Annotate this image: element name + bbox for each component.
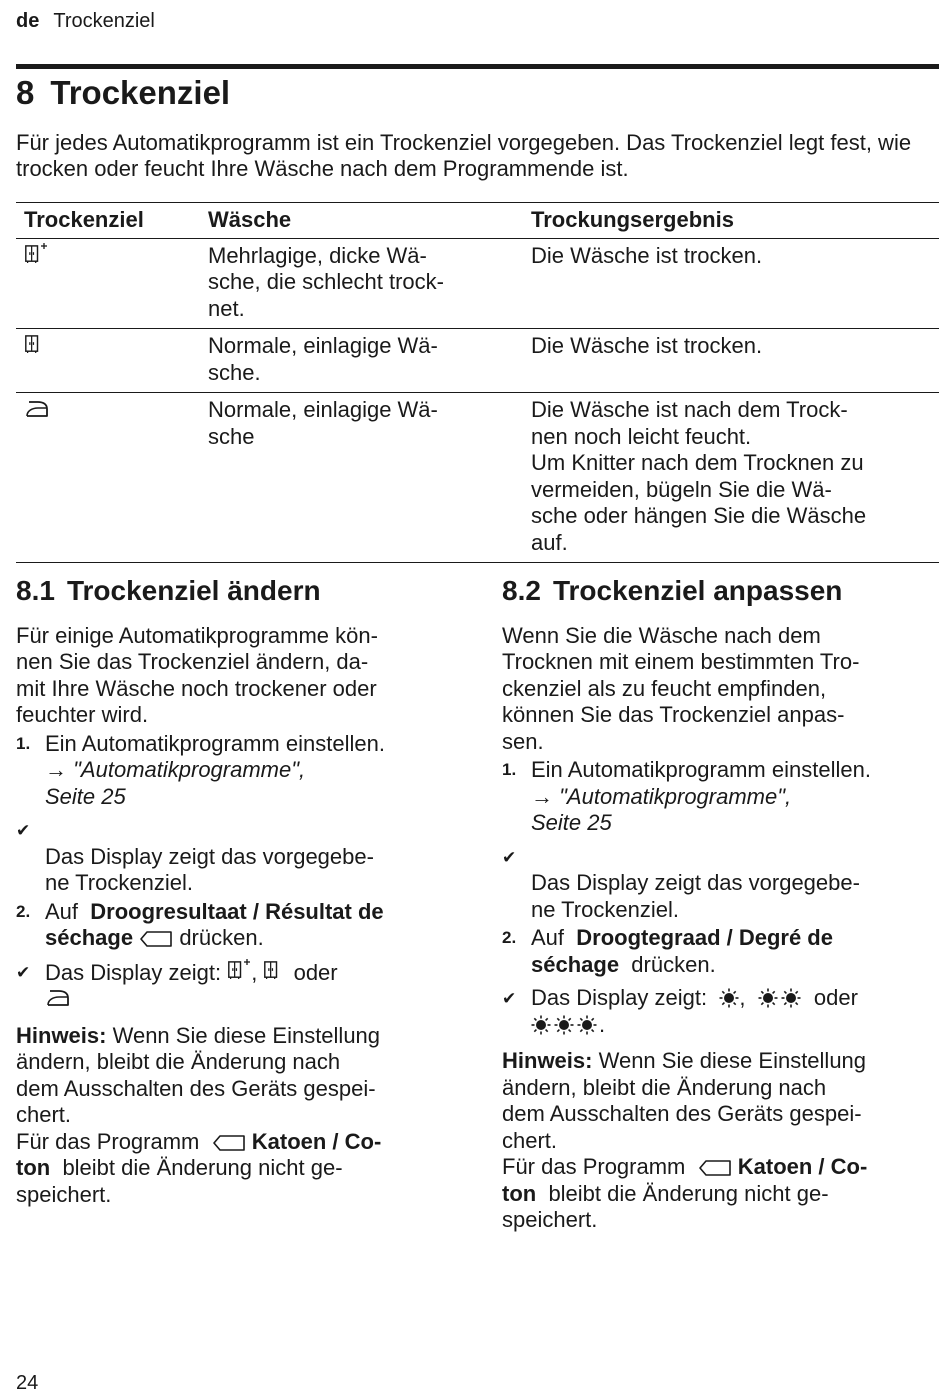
cupboard-dry-plus-icon xyxy=(227,959,251,983)
note2-post: bleibt die Änderung nicht ge- speichert. xyxy=(502,1180,829,1232)
header-section: Trockenziel xyxy=(53,10,155,32)
separator: , xyxy=(739,985,746,1010)
header-rule xyxy=(16,64,939,69)
step-1 xyxy=(502,757,942,837)
result-text: Das Display zeigt das vorgegebe- ne Trockenziel. xyxy=(531,870,860,922)
table-row xyxy=(16,329,939,393)
row-laundry: Normale, einlagige Wä- sche xyxy=(208,393,531,563)
chapter-number: 8 xyxy=(16,74,35,111)
row-laundry: Normale, einlagige Wä- sche. xyxy=(208,329,531,393)
program-button-icon xyxy=(139,930,173,948)
program-name: Katoen / Co- xyxy=(251,1128,382,1154)
row-result: Die Wäsche ist trocken. xyxy=(531,238,939,329)
section-8-2-intro: Wenn Sie die Wäsche nach dem Trocknen mit einem bestimmten Tro- ckenziel als zu feucht empfinden, können Sie das Trockenziel anpas- sen. xyxy=(502,622,860,754)
ref-arrow: → xyxy=(531,783,553,809)
section-8-1 xyxy=(16,575,456,1208)
step-2 xyxy=(502,925,942,978)
result-end: . xyxy=(599,1011,606,1037)
chapter-title: Trockenziel xyxy=(50,74,231,111)
running-header xyxy=(16,10,155,33)
row-icon-cell xyxy=(16,329,208,393)
intro-paragraph: Für jedes Automatikprogramm ist ein Trockenziel vorgegeben. Das Trockenziel legt fest, wie trocken oder feucht Ihre Wäsche nach dem Programmende ist. xyxy=(16,130,912,181)
sun-dry-level-1-icon xyxy=(719,988,739,1008)
section-8-2-heading xyxy=(502,575,942,606)
button-name: Droogtegraad / Degré de xyxy=(576,925,833,950)
result-2 xyxy=(502,985,942,1038)
check-icon: ✔ xyxy=(502,989,517,1008)
note-paragraph-2 xyxy=(502,1154,942,1234)
iron-dry-icon xyxy=(24,398,50,420)
section-number: 8.2 xyxy=(502,575,541,606)
separator: , xyxy=(251,959,258,985)
header-waesche: Wäsche xyxy=(208,203,531,239)
iron-dry-icon xyxy=(45,987,71,1009)
row-result: Die Wäsche ist nach dem Trock- nen noch leicht feucht. Um Knitter nach dem Trocknen zu vermeiden, bügeln Sie die Wä- sche oder hängen Sie die Wäsche auf. xyxy=(531,393,939,563)
button-name-2: séchage xyxy=(531,951,620,977)
sun-dry-level-2-icon xyxy=(758,988,802,1008)
result-2 xyxy=(16,959,456,1013)
step-pre: Auf xyxy=(531,925,565,950)
section-title: Trockenziel anpassen xyxy=(552,575,843,606)
row-icon-cell xyxy=(16,238,208,329)
result-pre: Das Display zeigt: xyxy=(531,985,708,1010)
header-ergebnis: Trockungsergebnis xyxy=(531,203,939,239)
check-icon: ✔ xyxy=(16,962,31,982)
program-button-icon xyxy=(698,1159,732,1177)
cross-reference-link[interactable]: "Automatikprogramme", xyxy=(559,783,792,809)
note-text: Wenn Sie diese Einstellung ändern, bleibt die Änderung nach dem Ausschalten des Geräts gespei- chert. xyxy=(16,1022,381,1127)
button-name-2: séchage xyxy=(45,925,134,950)
program-name-2: ton xyxy=(16,1155,51,1180)
button-name: Droogresultaat / Résultat de xyxy=(90,898,384,924)
table-row xyxy=(16,238,939,329)
step-text: Ein Automatikprogramm einstellen. xyxy=(45,730,385,756)
cross-reference-link[interactable]: "Automatikprogramme", xyxy=(73,757,306,782)
header-trockenziel: Trockenziel xyxy=(16,203,208,239)
cross-reference-page[interactable]: Seite 25 xyxy=(45,783,126,809)
cupboard-dry-icon xyxy=(263,959,287,983)
step-text: Ein Automatikprogramm einstellen. xyxy=(531,757,871,782)
result-1 xyxy=(502,844,942,924)
note2-pre: Für das Programm xyxy=(16,1128,200,1154)
program-name: Katoen / Co- xyxy=(737,1154,868,1179)
note-label: Hinweis: xyxy=(16,1022,107,1048)
ref-arrow: → xyxy=(45,757,67,782)
step-1 xyxy=(16,731,456,811)
note2-post: bleibt die Änderung nicht ge- speichert. xyxy=(16,1155,343,1207)
note-label: Hinweis: xyxy=(502,1048,593,1073)
result-text: Das Display zeigt das vorgegebe- ne Trockenziel. xyxy=(45,843,374,895)
page-title xyxy=(16,74,230,112)
section-title: Trockenziel ändern xyxy=(66,575,321,606)
result-1 xyxy=(16,817,456,897)
section-8-2 xyxy=(502,575,942,1234)
check-icon: ✔ xyxy=(16,821,31,840)
section-number: 8.1 xyxy=(16,575,55,606)
row-result: Die Wäsche ist trocken. xyxy=(531,329,939,393)
row-laundry: Mehrlagige, dicke Wä- sche, die schlecht trock- net. xyxy=(208,238,531,329)
step-number: 1. xyxy=(502,760,517,779)
note-paragraph xyxy=(502,1048,942,1154)
step-post: drücken. xyxy=(179,925,264,950)
step-number: 2. xyxy=(502,928,517,947)
table-row xyxy=(16,393,939,563)
page-number: 24 xyxy=(16,1372,39,1394)
cross-reference-page[interactable]: Seite 25 xyxy=(531,810,612,835)
section-8-1-heading xyxy=(16,575,456,606)
row-icon-cell xyxy=(16,393,208,563)
step-number: 1. xyxy=(16,733,31,753)
step-pre: Auf xyxy=(45,898,79,924)
note2-pre: Für das Programm xyxy=(502,1154,686,1179)
step-2 xyxy=(16,899,456,952)
table-header-row xyxy=(16,203,939,239)
section-8-1-intro: Für einige Automatikprogramme kön- nen Sie das Trockenziel ändern, da- mit Ihre Wäsche noch trockener oder feuchter wird. xyxy=(16,622,378,727)
sun-dry-level-3-icon xyxy=(531,1015,599,1035)
result-or: oder xyxy=(293,959,338,985)
note-paragraph-2 xyxy=(16,1129,456,1209)
note-paragraph xyxy=(16,1023,456,1129)
program-name-2: ton xyxy=(502,1180,537,1206)
check-icon: ✔ xyxy=(502,847,517,867)
cupboard-dry-icon xyxy=(24,333,48,357)
result-or: oder xyxy=(813,985,858,1010)
note-text: Wenn Sie diese Einstellung ändern, bleibt die Änderung nach dem Ausschalten des Geräts gespei- chert. xyxy=(502,1048,867,1153)
result-pre: Das Display zeigt: xyxy=(45,959,222,985)
step-number: 2. xyxy=(16,901,31,921)
drying-target-table xyxy=(16,202,939,563)
program-button-icon xyxy=(212,1134,246,1152)
step-post: drücken. xyxy=(631,951,716,977)
language-code: de xyxy=(16,10,40,32)
cupboard-dry-plus-icon xyxy=(24,243,48,267)
